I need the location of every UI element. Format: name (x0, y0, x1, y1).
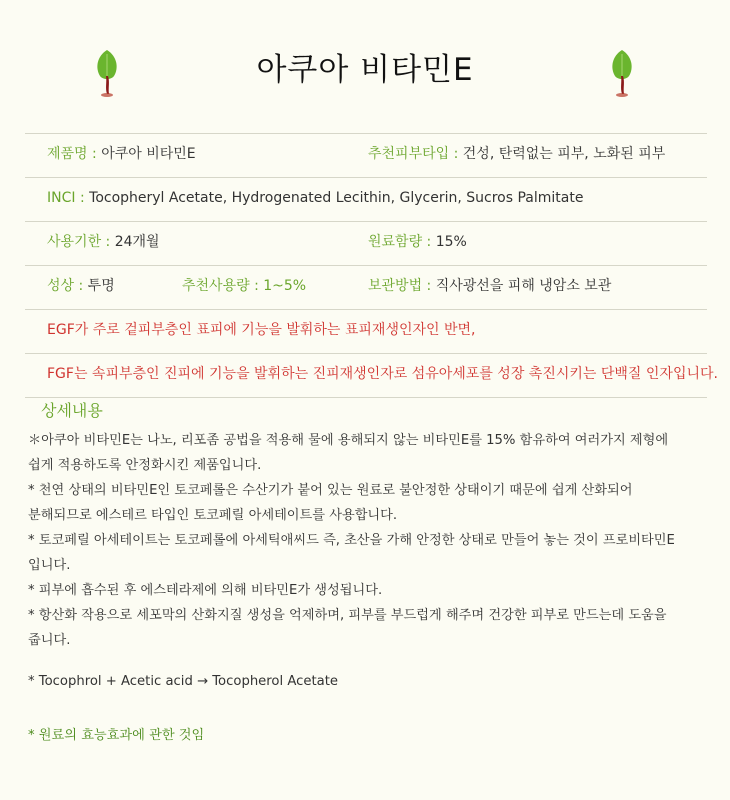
footnote: * 원료의 효능효과에 관한 것임 (28, 728, 205, 743)
header (0, 0, 730, 134)
detail-heading: 상세내용 (41, 401, 103, 420)
name-label: 제품명 : (47, 146, 97, 162)
name-value: 아쿠아 비타민E (101, 146, 196, 162)
egf-text: EGF가 주로 겉피부층인 표피에 기능을 발휘하는 표피재생인자인 반면, (47, 322, 476, 338)
detail-paragraph: 줍니다. (28, 633, 71, 648)
content-value: 15% (435, 234, 467, 250)
skin-type-value: 건성, 탄력없는 피부, 노화된 피부 (462, 146, 666, 162)
detail-paragraph: * 토코페릴 아세테이트는 토코페롤에 아세틱애씨드 즉, 초산을 가해 안정한 상태로 만들어 놓는 것이 프로비타민E (28, 533, 675, 548)
skin-type-label: 추천피부타입 : (368, 146, 459, 162)
expiry-value: 24개월 (114, 234, 160, 250)
detail-paragraph: * 천연 상태의 비타민E인 토코페롤은 수산기가 붙어 있는 원료로 불안정한 상태이기 때문에 쉽게 산화되어 (28, 483, 633, 498)
chemical-formula: * Tocophrol + Acetic acid → Tocopherol Acetate (28, 674, 339, 689)
detail-paragraph: ＊아쿠아 비타민E는 나노, 리포좀 공법을 적용해 물에 용해되지 않는 비타민E를 15% 함유하여 여러가지 제형에 (28, 433, 669, 448)
form-label: 성상 : (47, 278, 84, 294)
info-row-expiry (25, 221, 707, 265)
detail-section (28, 398, 708, 653)
storage-label: 보관방법 : (368, 278, 432, 294)
detail-paragraph: * 피부에 흡수된 후 에스테라제에 의해 비타민E가 생성됩니다. (28, 583, 383, 598)
info-row-inci (25, 177, 707, 221)
detail-paragraph: * 항산화 작용으로 세포막의 산화지질 생성을 억제하며, 피부를 부드럽게 해주며 건강한 피부로 만드는데 도움을 (28, 608, 667, 623)
info-row-form (25, 265, 707, 309)
detail-paragraph: 쉽게 적용하도록 안정화시킨 제품입니다. (28, 458, 262, 473)
expiry-label: 사용기한 : (47, 234, 111, 250)
usage-label: 추천사용량 : (182, 278, 259, 294)
form-value: 투명 (87, 278, 115, 294)
detail-paragraph: 분해되므로 에스테르 타입인 토코페릴 아세테이트를 사용합니다. (28, 508, 398, 523)
detail-paragraph: 입니다. (28, 558, 71, 573)
page-title: 아쿠아 비타민E (256, 52, 474, 88)
usage-value: 1~5% (263, 278, 307, 294)
inci-label: INCI : (47, 190, 85, 206)
info-row-name (25, 133, 707, 177)
info-row-egf (25, 309, 707, 353)
inci-value: Tocopheryl Acetate, Hydrogenated Lecithin, Glycerin, Sucros Palmitate (89, 190, 584, 206)
storage-value: 직사광선을 피해 냉암소 보관 (435, 278, 612, 294)
leaf-icon (609, 48, 635, 98)
product-info-table (25, 133, 718, 398)
content-label: 원료함량 : (368, 234, 432, 250)
fgf-text: FGF는 속피부층인 진피에 기능을 발휘하는 진피재생인자로 섬유아세포를 성장 촉진시키는 단백질 인자입니다. (47, 366, 718, 382)
info-row-fgf (25, 353, 718, 398)
